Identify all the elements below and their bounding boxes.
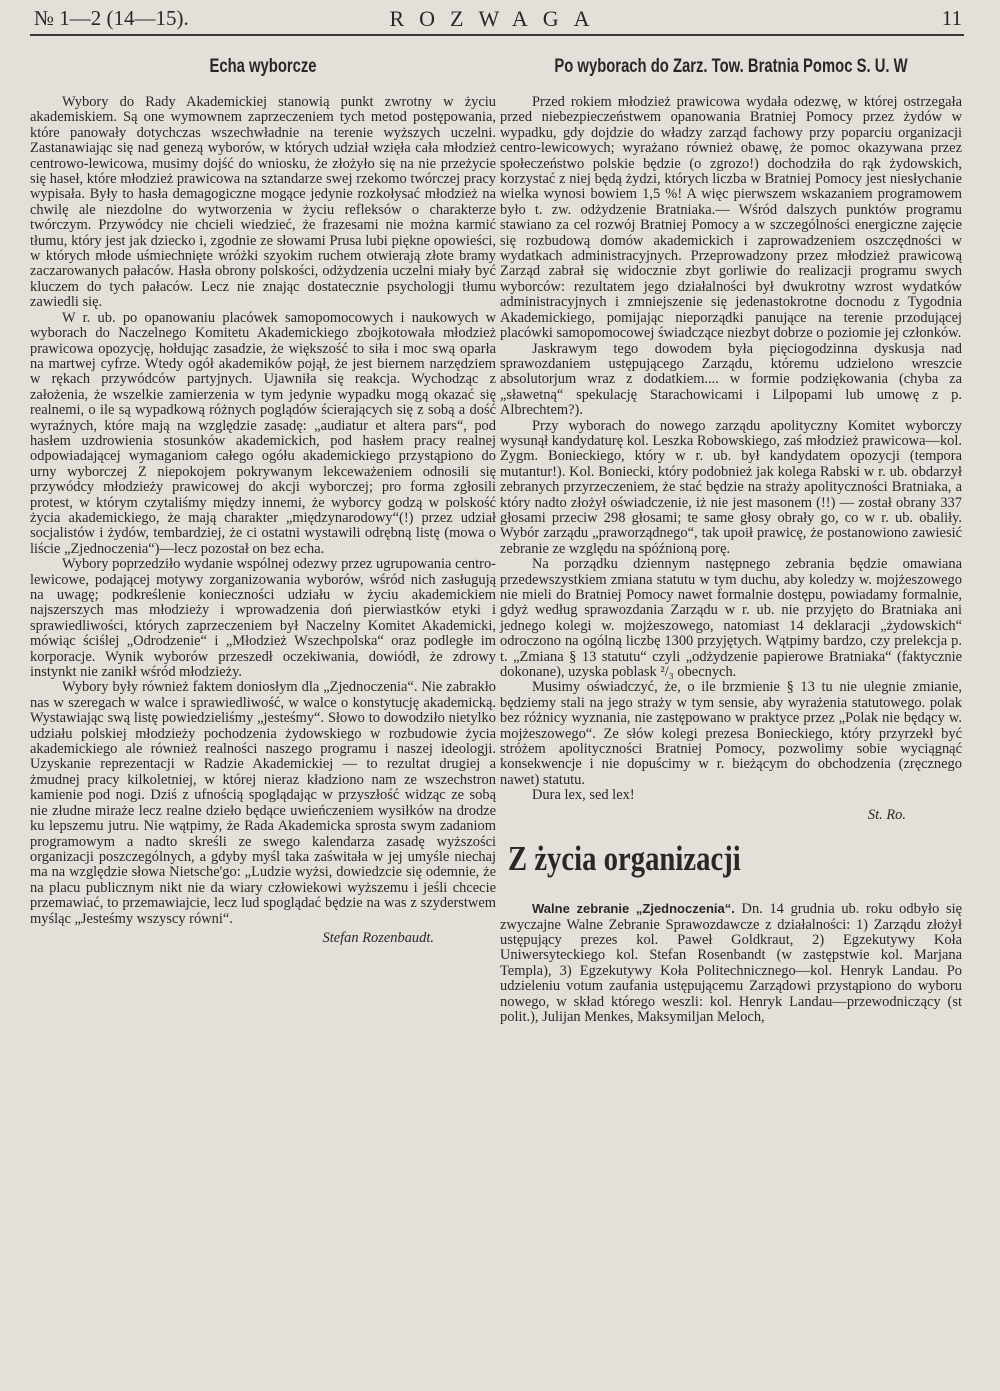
author-signature: Stefan Rozenbaudt. (322, 929, 434, 946)
article-paragraph: W r. ub. po opanowaniu placówek samopomocowych i naukowych w wyborach do Naczelnego Komitetu Akademickiego zbojkotowała młodzież prawicowa opozycję, hołdując zasadzie, że większość to siła i moc swą oparła na martwej cyfrze. Wtedy ogół akademików pojął, że jest biernem narzędziem w rękach przywódców partyjnych. Ujawniła się reakcja. Wychodząc z założenia, że wszelkie zamierzenia w tym jedynie wypadku mogą okazać się realnemi, o ile są wypadkową różnych poglądów ścierających się z sobą a dość wyraźnych, które mają na względzie zasadę: „audiatur et altera pars“, pod hasłem uzdrowienia stosunków akademickich, pod hasłem pracy realnej odpowiadającej wymaganiom całego ogółu akademickiego przystąpiono do urny wyborczej Z niepokojem pokrywanym lekceważeniem odnosili się przywódcy młodzieży prawicowej do akcji wyborczej; pro forma zgłosili protest, w którym czytaliśmy między innemi, że wyborcy godzą w polskość życia akademickiego, że mają charakter „międzynarodowy“(!) przez udział socjalistów i żydów, tembardziej, że ci ostatni wystawili odrębną listę (mowa o liście „Zjednoczenia“)—lecz pozostał on bez echa. (30, 309, 496, 557)
article-paragraph: Wybory poprzedziło wydanie wspólnej odezwy przez ugrupowania centro-lewicowe, podającej motywy zorganizowania wyborów, wśród nich zasługują na uwagę; podkreślenie konieczności udziału w życiu akademickiem najszerszych mas młodzieży i wprowadzenia doń pierwiastków etyki i sprawiedliwości, których zaprzeczeniem był Naczelny Komitet Akademicki, mówiąc ściślej „Odrodzenie“ i „Młodzież Wszechpolska“ oraz podległe im korporacje. Wynik wyborów przeszedł oczekiwania, dowiódł, że zdrowy instynkt nie zanikł wśród młodzieży. (30, 556, 496, 681)
right-column (500, 56, 962, 1025)
article-paragraph: Wybory były również faktem doniosłym dla „Zjednoczenia“. Nie zabrakło nas w szeregach w walce i sprawiedliwość, w walce o konstytucję akademicką. Wystawiając swą listę powiedzieliśmy „jesteśmy“. Słowo to dowodziło nietylko udziału polskiej młodzieży pochodzenia żydowskiego w rozbudowie życia akademickiego ale również realności naszego programu i naszej ideologji. Uzyskanie reprezentacji w Radzie Akademickiej — to rezultat drugiej a żmudnej pracy kilkoletniej, w której nieraz kładziono nam ze wszechstron kamienie pod nogi. Dziś z ufnością spoglądając w przyszłość widząc ze sobą nie złudne miraże lecz realne dzieło będące uwieńczeniem wysiłków na drodze ku lepszemu jutru. Nie wątpimy, że Rada Akademicka sprosta swym zadaniom programowym a nadto skreśli ze swego kalendarza zasadę wyższości organizacji poszczególnych, a gdyby myśl taka zaświtała w jej umyśle niechaj ma na względzie słowa Nietsche'go: „Ludzie wyżsi, dowiedzcie się odemnie, że na placu publicznym nikt nie da wiary człowiekowi wyższemu i jeśli chcecie przemawiać, to przemawiajcie, lecz lud spoglądać będzie na was z szyderstwem myśląc „Jesteśmy wszyscy równi“. (30, 679, 496, 927)
article-paragraph: Przed rokiem młodzież prawicowa wydała odezwę, w której ostrzegała przed niebezpieczeństwem opanowania Bratniej Pomocy przez żydów w wypadku, gdy dojdzie do władzy zarząd fachowy przy poparciu organizacji centro-lewicowych; wyrażano również obawę, że pomoc okazywana przez społeczeństwo polskie będzie (o zgrozo!) dochodziła do rąk żydowskich, korzystać z niej będą żydzi, których liczba w Bratniej Pomocy jest niesłychanie wielka wynosi bowiem 1,5 %! A więc pierwszem wskazaniem programowem było t. zw. odżydzenie Bratniaka.— Wśród dalszych punktów programu stawiano za cel rozwój Bratniej Pomocy a w szczególności energiczne zajęcie się rozbudową domów akademickich i zaprowadzeniem oszczędności w wydatkach administracyjnych. Przeprowadzony przez młodzież prawicową Zarząd zabrał się widocznie zbyt gorliwie do realizacji programu swych wyborców: rezultatem jego działalności był dwukrotny wzrost wydatków administracyjnych i zmniejszenie się jedenastokrotne docnodu z Tygodnia Akademickiego, pomijając nieporządki panujące na terenie przodującej placówki samopomocowej świadczące niezbyt dobrze o poziomie jej członków. (500, 94, 962, 342)
issue-number: № 1—2 (14—15). (34, 6, 189, 30)
article-paragraph: Na porządku dziennym następnego zebrania będzie omawiana przedewszystkiem zmiana statutu w tym duchu, aby koledzy w. mojżeszowego nie mieli do Bratniej Pomocy nawet formalnie dostępu, powiadamy formalnie, gdyż według sprawozdania Zarządu w r. ub. nie przyjęto do Bratniaka ani jednego kolegi w. mojżeszowego, natomiast 14 deklaracji „żydowskich“ odroczono na ogólną liczbę 1300 przyjętych. Wątpimy bardzo, czy prelekcja p. t. „Zmiana § 13 statutu“ czyli „odżydzenie papierowe Bratniaka“ (faktycznie dokonane), uzyska poblask ²/₃ obecnych. (500, 556, 962, 681)
section-heading: Z życia organizacji (508, 839, 741, 879)
page-number: 11 (941, 6, 962, 30)
author-signature: St. Ro. (867, 806, 906, 823)
article-paragraph: Dura lex, sed lex! (532, 787, 635, 804)
article-paragraph: Musimy oświadczyć, że, o ile brzmienie § 13 tu nie ulegnie zmianie, będziemy stali na jego straży w tym sensie, aby wyrażenia statutowego. polak bez różnicy wyznania, nie zastępowano w praktyce przez „Polak nie będący w. mojżeszowego“. Ze słów kolegi prezesa Bonieckiego, który przyrzekł być stróżem apolityczności Bratniej Pomocy, pozwolimy sobie wyciągnąć konsekwencje i nie dopuścimy w r. bieżącym do obchodzenia (zręcznego nawet) statutu. (500, 679, 962, 788)
section-paragraph (500, 901, 962, 1025)
section-text: Dn. 14 grudnia ub. roku odbyło się zwyczajne Walne Zebranie Sprawozdawcze z działalności: 1) Zarządu złożył ustępujący prezes kol. Paweł Goldkraut, 2) Egzekutywy Koła Uniwersyteckiego kol. Stefan Rosenbandt (w zastępstwie kol. Marjana Templa), 3) Egzekutywy Koła Politechnicznego—kol. Henryk Landau. Po udzieleniu votum zaufania ustępującemu Zarządowi przystąpiono do wyboru nowego, w skład którego weszli: kol. Henryk Landau—przewodniczący (st polit.), Julijan Menkes, Maksymiljan Meloch, (500, 901, 962, 1025)
left-column (30, 56, 496, 946)
article-title-echa-wyborcze: Echa wyborcze (209, 56, 317, 77)
article-title-po-wyborach: Po wyborach do Zarz. Tow. Bratnia Pomoc S. U. W (554, 56, 908, 77)
page-header (30, 4, 964, 36)
journal-title: ROZWAGA (389, 6, 605, 31)
runin-heading: Walne zebranie „Zjednoczenia“. (532, 901, 735, 917)
article-paragraph: Wybory do Rady Akademickiej stanowią punkt zwrotny w życiu akademiskiem. Są one wymownem zaprzeczeniem tych metod postępowania, które panowały dotychczas wszechwładnie na terenie wyższych uczelni. Zastanawiając się nad genezą wyborów, w których udział wzięła cała młodzież centrowo-lewicowa, musimy dojść do wniosku, że złożyło się na nie przeżycie się haseł, które młodzież prawicowa na sztandarze swej rzekomo twórczej pracy wypisała. Były to hasła demagogiczne mogące jedynie rozkołysać młodzież na chwilę ale niezdolne do wytworzenia w życiu refleksów o charakterze twórczym. Przywódcy nie chcieli wiedzieć, że frazesami nie można karmić tłumu, który jest jak dziecko i, zgodnie ze słowami Prusa lubi piękne opowieści, w których młode uśmiechnięte wróżki szyokim ruchem otwierają złote bramy zaczarowanych pałaców. Hasła obrony polskości, odżydzenia uczelni miały być kluczem do tych pałaców. Lecz nie znając dostatecznie psychologji tłumu zawiedli się. (30, 94, 496, 311)
article-paragraph: Przy wyborach do nowego zarządu apolityczny Komitet wyborczy wysunął kandydaturę kol. Leszka Robowskiego, zaś młodzież prawicowa—kol. Zygm. Bonieckiego, który w r. ub. był kandydatem opozycji (tempora mutantur!). Kol. Boniecki, który podobnież jak kolega Rabski w r. ub. obdarzył zebranych przyrzeczeniem, że stać będzie na straży apolityczności Bratniaka, a który nadto złożył oświadczenie, iż nie jest masonem (!!) — został obrany 337 głosami przeciw 298 głosami; te same głosy obrały go, co w r. ub. obaliły. Wybór zarządu „praworządnego“, tak upoił prawicę, że postanowiono zawiesić zebranie ze względu na spóźnioną porę. (500, 417, 962, 557)
article-paragraph: Jaskrawym tego dowodem była pięciogodzinna dyskusja nad sprawozdaniem ustępującego Zarządu, któremu udzielono wreszcie absolutorjum wraz z dodatkiem.... w formie podziękowania (chyba za „sławetną“ spekulację Starachowicami i Lilpopami lub umowę z p. Albrechtem?). (500, 340, 962, 419)
